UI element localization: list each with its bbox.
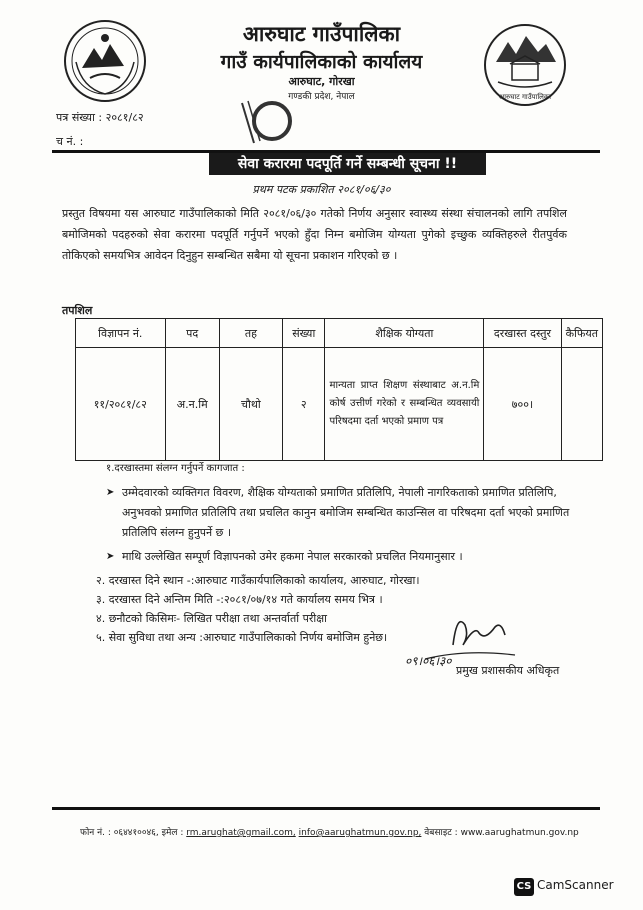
application-place: २. दरखास्त दिने स्थान -:आरुघाट गाउँकार्यपालिकाको कार्यालय, आरुघाट, गोरखा।: [96, 574, 420, 587]
col-qualification: शैक्षिक योग्यता: [325, 319, 484, 348]
camscanner-logo-icon: CS: [514, 878, 534, 896]
selection-method: ४. छनौटको किसिमः- लिखित परीक्षा तथा अन्तर्वार्ता परीक्षा: [96, 612, 327, 625]
details-heading: तपशिल: [62, 304, 93, 317]
notice-body: प्रस्तुत विषयमा यस आरुघाट गाउँपालिकाको मिति २०८१/०६/३० गतेको निर्णय अनुसार स्वास्थ्य संस्था संचालनको लागि तपशिल बमोजिमको पदहरुको सेवा करारमा पदपूर्ति गर्नुपर्ने भएको हुँदा निम्न बमोजिम योग्यता पुगेको इच्छुक व्यक्तिहरुले रीतपुर्वक तोकिएको समयभित्र आवेदन दिनुहुन सम्बन्धित सबैमा यो सूचना प्रकाशन गरिएको छ ।: [62, 207, 567, 262]
cell-post: अ.न.मि: [165, 348, 219, 461]
table-row: [76, 348, 603, 461]
notice-title: सेवा करारमा पदपूर्ति गर्ने सम्बन्धी सूचना !!: [209, 153, 486, 175]
arrow-bullet-icon: ➤: [106, 551, 115, 562]
footer-divider: [52, 807, 600, 810]
office-subtitle: गाउँ कार्यपालिकाको कार्यालय: [220, 51, 423, 73]
signature-date: ०९।०६।३०: [405, 654, 452, 668]
col-ad-number: विज्ञापन नं.: [76, 319, 166, 348]
cell-remarks: [561, 348, 602, 461]
cell-level: चौथो: [219, 348, 282, 461]
cell-qualification: मान्यता प्राप्त शिक्षण संस्थाबाट अ.न.मि कोर्ष उत्तीर्ण गरेको र सम्बन्धित व्यवसायी परिषदमा दर्ता भएको प्रमाण पत्र: [325, 348, 484, 461]
list-item-text: माथि उल्लेखित सम्पूर्ण विज्ञापनको उमेर हकमा नेपाल सरकारको प्रचलित नियमानुसार ।: [122, 550, 463, 563]
table-header-row: [76, 319, 603, 348]
cell-ad-number: ११/२०८१/८२: [76, 348, 166, 461]
col-level: तह: [219, 319, 282, 348]
arrow-bullet-icon: ➤: [106, 487, 115, 498]
dispatch-number: च नं. :: [56, 135, 84, 148]
website-link[interactable]: www.aarughatmun.gov.np: [460, 828, 579, 838]
col-post: पद: [165, 319, 219, 348]
camscanner-label: CamScanner: [537, 878, 614, 892]
col-remarks: कैफियत: [561, 319, 602, 348]
letter-number: पत्र संख्या : २०८१/८२: [56, 111, 144, 124]
list-item: [106, 547, 577, 567]
signatory-title: प्रमुख प्रशासकीय अधिकृत: [456, 664, 560, 677]
camscanner-watermark: [514, 878, 614, 896]
office-address: आरुघाट, गोरखा: [288, 75, 355, 88]
cell-fee: ७००।: [484, 348, 561, 461]
footer-phone: फोन नं. : ०६४४१००४६, इमेल :: [80, 828, 184, 838]
office-province: गण्डकी प्रदेश, नेपाल: [288, 92, 355, 102]
col-count: संख्या: [283, 319, 325, 348]
list-item: [106, 483, 577, 543]
col-fee: दरखास्त दस्तुर: [484, 319, 561, 348]
vacancy-table: [75, 318, 603, 461]
footer-contact: [80, 825, 579, 838]
email-link-secondary[interactable]: info@aarughatmun.gov.np,: [298, 828, 422, 838]
office-stamp-icon: [238, 95, 296, 151]
website-label: वेबसाइट :: [424, 828, 458, 838]
documents-heading: १.दरखास्तमा संलग्न गर्नुपर्ने कागजात :: [106, 463, 245, 474]
list-item-text: उम्मेदवारको व्यक्तिगत विवरण, शैक्षिक योग्यताको प्रमाणित प्रतिलिपि, नेपाली नागरिकताको प्रमाणित प्रतिलिपि, अनुभवको प्रमाणित प्रतिलिपि तथा प्रचलित कानुन बमोजिम सम्बन्धित काउन्सिल वा परिषदमा दर्ता भएको प्रमाणित प्रतिलिपि संलग्न हुनुपर्ने छ ।: [122, 486, 570, 539]
cell-count: २: [283, 348, 325, 461]
logo-caption: आरुघाट गाउँपालिका: [498, 93, 552, 101]
office-title: आरुघाट गाउँपालिका: [242, 22, 401, 46]
email-link-primary[interactable]: rm.arughat@gmail.com,: [186, 828, 296, 838]
service-terms: ५. सेवा सुविधा तथा अन्य :आरुघाट गाउँपालिकाको निर्णय बमोजिम हुनेछ।: [96, 631, 388, 644]
application-deadline: ३. दरखास्त दिने अन्तिम मिति -:२०८१/०७/१४ गते कार्यालय समय भित्र ।: [96, 593, 383, 606]
publication-date: प्रथम पटक प्रकाशित २०८१/०६/३०: [252, 183, 391, 196]
